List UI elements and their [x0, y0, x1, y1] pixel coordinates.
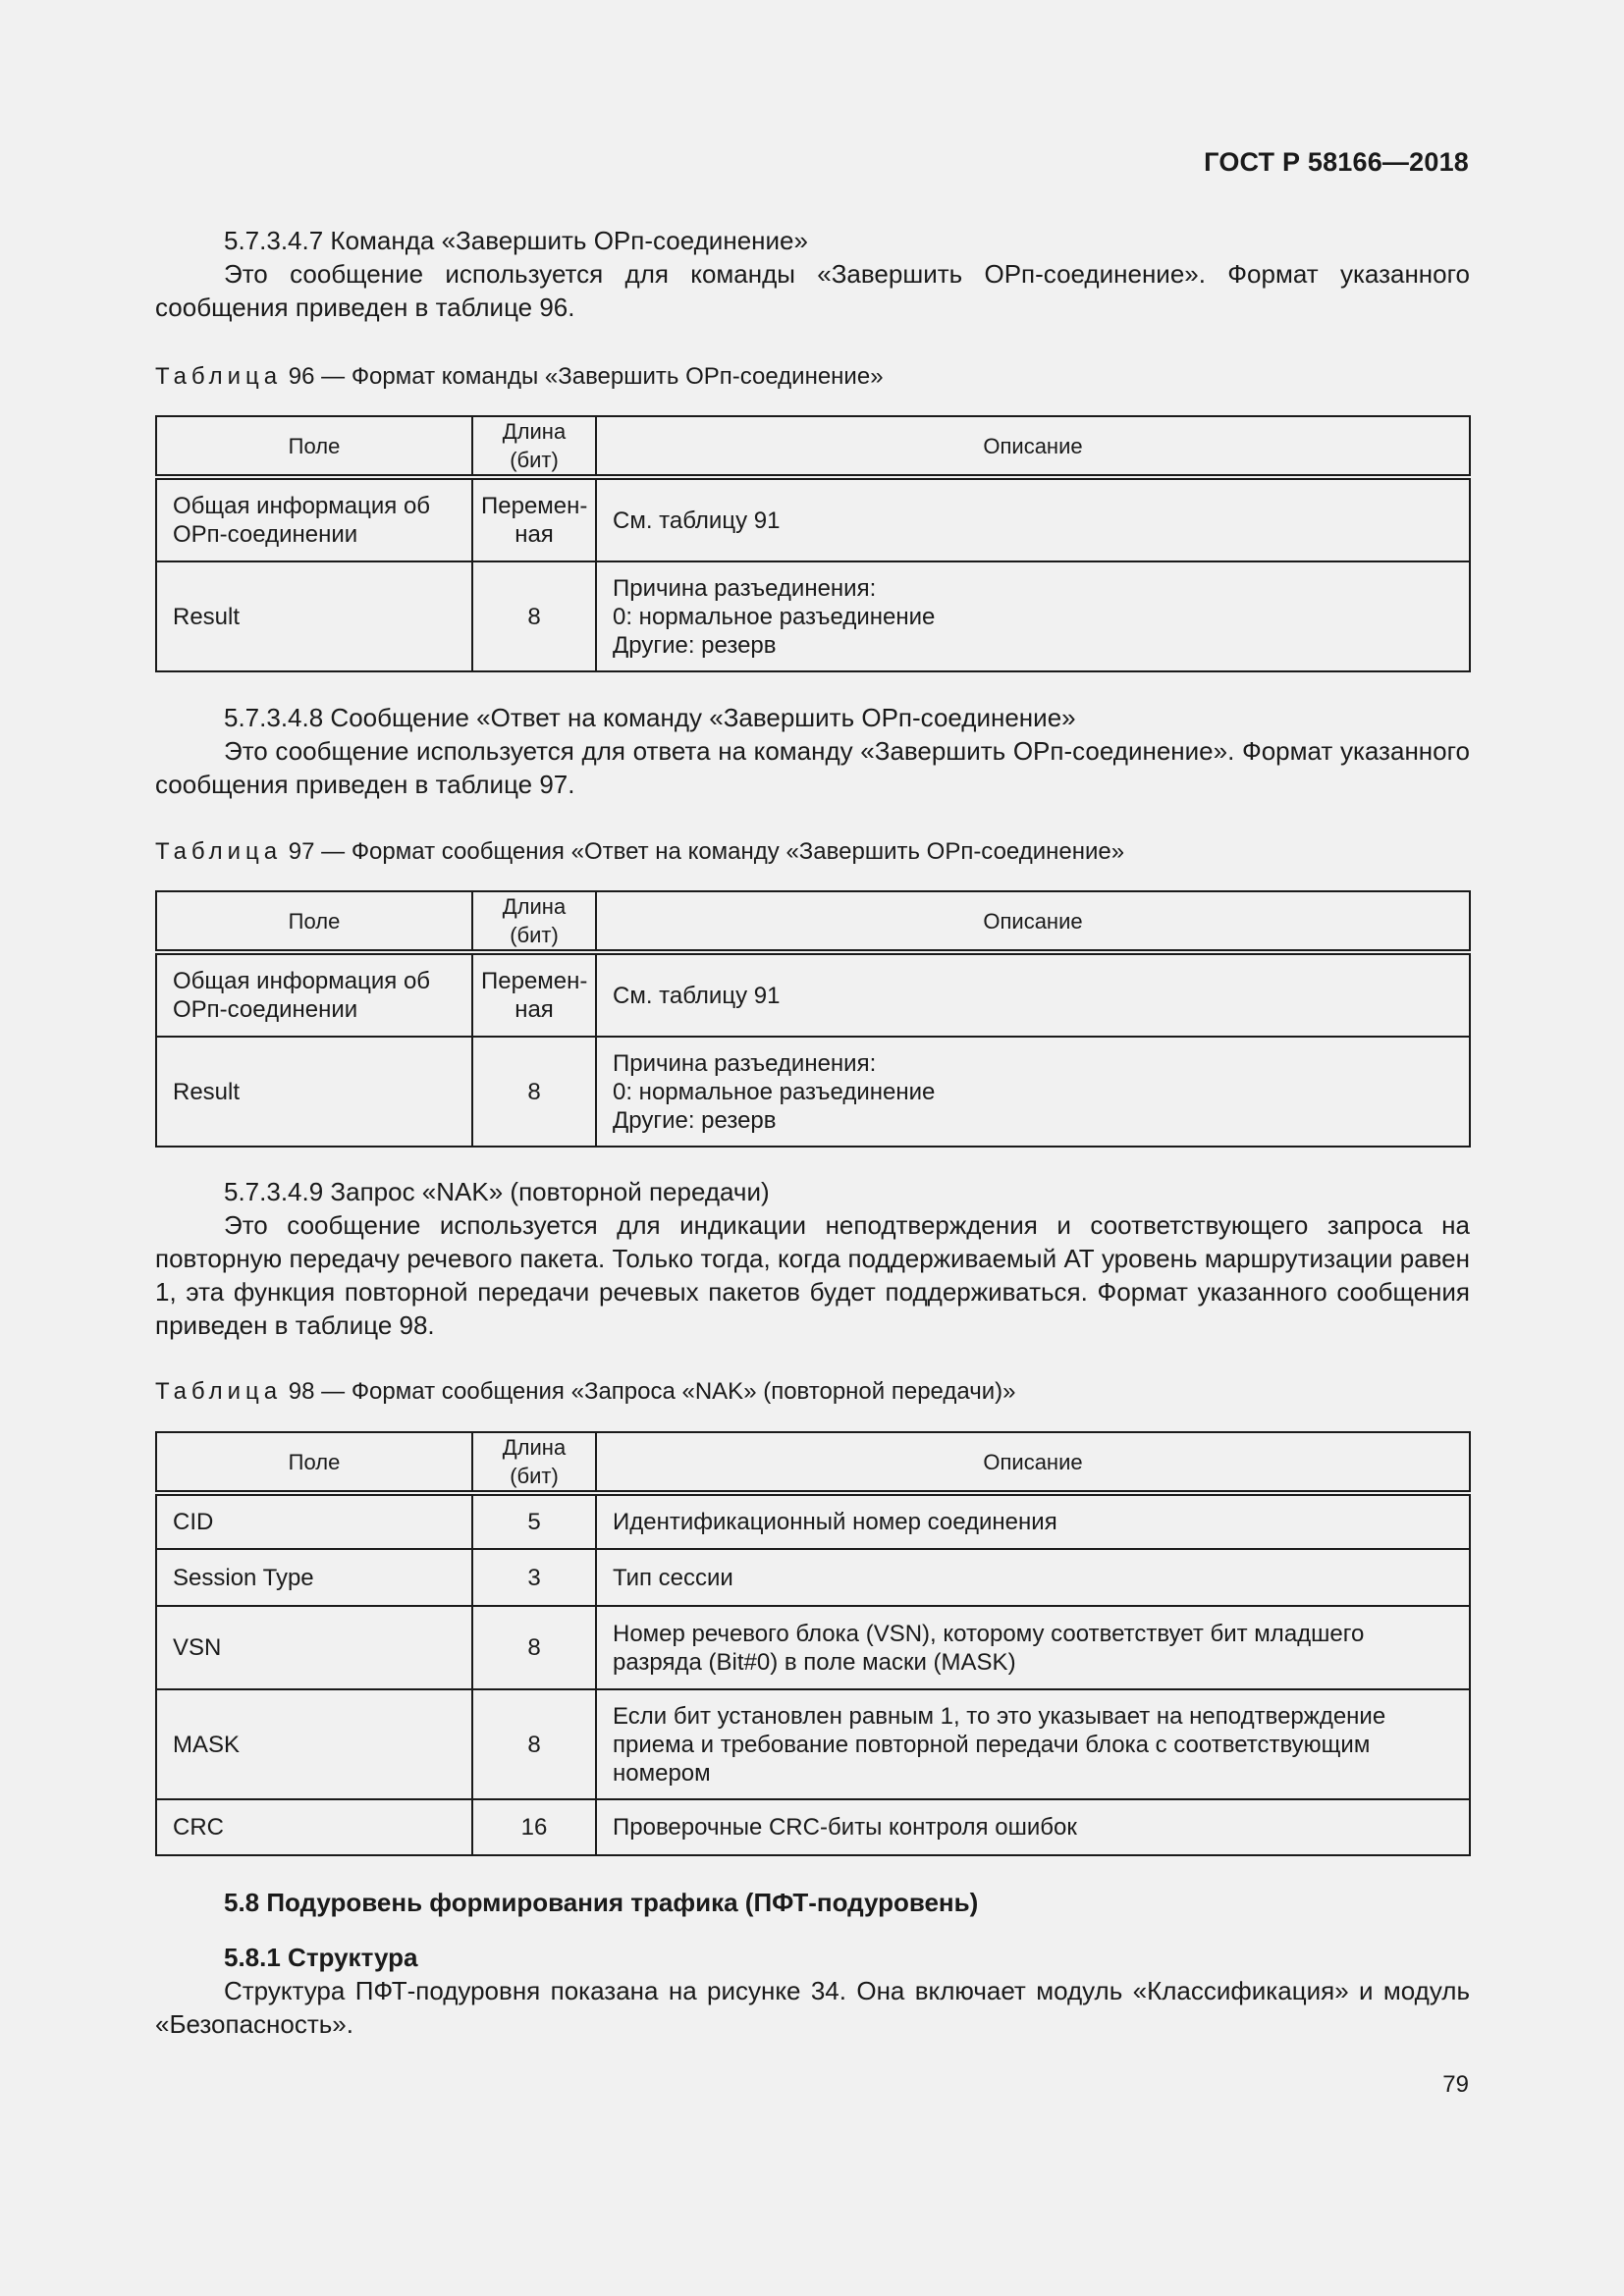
- section-5-7-3-4-9: [155, 1175, 1470, 1342]
- table-row: [156, 1549, 1470, 1606]
- table-label: Таблица: [155, 838, 283, 865]
- section-heading: 5.7.3.4.8 Сообщение «Ответ на команду «Завершить ОРп-соединение»: [224, 703, 1076, 732]
- cell-length: 8: [472, 1037, 596, 1147]
- cell-field: CID: [156, 1493, 472, 1549]
- desc-line: 0: нормальное разъединение: [613, 1078, 936, 1105]
- header-description: Описание: [596, 891, 1470, 952]
- table-caption-text: 96 — Формат команды «Завершить ОРп-соединение»: [288, 363, 884, 390]
- cell-description: Проверочные CRC-биты контроля ошибок: [596, 1799, 1470, 1855]
- standard-code: ГОСТ Р 58166—2018: [1204, 147, 1469, 177]
- cell-length: 5: [472, 1493, 596, 1549]
- cell-length: 8: [472, 1606, 596, 1689]
- header-field: Поле: [156, 416, 472, 477]
- cell-length: 8: [472, 561, 596, 671]
- section-heading: 5.8 Подуровень формирования трафика (ПФТ-подуровень): [224, 1888, 979, 1917]
- cell-field: MASK: [156, 1689, 472, 1799]
- section-heading: 5.7.3.4.7 Команда «Завершить ОРп-соединение»: [224, 226, 808, 255]
- table-row: [156, 952, 1470, 1037]
- cell-length: 16: [472, 1799, 596, 1855]
- table-header-row: [156, 1432, 1470, 1493]
- table-row: [156, 1037, 1470, 1147]
- cell-field: Result: [156, 561, 472, 671]
- cell-field: Общая информация об ОРп-соединении: [156, 952, 472, 1037]
- cell-description: [596, 1037, 1470, 1147]
- table-96-caption: [155, 363, 884, 391]
- desc-line: См. таблицу 91: [613, 507, 781, 534]
- section-5-7-3-4-8: [155, 701, 1470, 801]
- section-text: Структура ПФТ-подуровня показана на рисунке 34. Она включает модуль «Классификация» и модуль «Безопасность».: [155, 1976, 1470, 2039]
- cell-description: [596, 477, 1470, 561]
- table-caption-text: 98 — Формат сообщения «Запроса «NAK» (повторной передачи)»: [288, 1378, 1016, 1405]
- desc-line: См. таблицу 91: [613, 982, 781, 1009]
- table-header-row: [156, 416, 1470, 477]
- table-row: [156, 477, 1470, 561]
- cell-description: Тип сессии: [596, 1549, 1470, 1606]
- cell-description: Номер речевого блока (VSN), которому соответствует бит младшего разряда (Bit#0) в поле маски (MASK): [596, 1606, 1470, 1689]
- table-row: [156, 1606, 1470, 1689]
- cell-description: [596, 561, 1470, 671]
- header-length: Длина (бит): [472, 891, 596, 952]
- table-label: Таблица: [155, 363, 283, 390]
- section-5-7-3-4-7: [155, 224, 1470, 324]
- cell-description: Если бит установлен равным 1, то это указывает на неподтверждение приема и требование повторной передачи блока с соответствующим номером: [596, 1689, 1470, 1799]
- header-field: Поле: [156, 891, 472, 952]
- section-5-8: [155, 1886, 1470, 1919]
- cell-length: Перемен-ная: [472, 477, 596, 561]
- desc-line: Причина разъединения:: [613, 574, 877, 602]
- table-97-caption: [155, 838, 1124, 866]
- header-length: Длина (бит): [472, 416, 596, 477]
- section-5-8-1: [155, 1941, 1470, 2041]
- cell-length: 8: [472, 1689, 596, 1799]
- cell-field: Session Type: [156, 1549, 472, 1606]
- page-number: 79: [1442, 2071, 1469, 2098]
- table-row: [156, 561, 1470, 671]
- table-98: [155, 1431, 1471, 1856]
- table-row: [156, 1799, 1470, 1855]
- cell-field: Result: [156, 1037, 472, 1147]
- cell-field: VSN: [156, 1606, 472, 1689]
- table-96: [155, 415, 1471, 672]
- cell-length: Перемен-ная: [472, 952, 596, 1037]
- cell-length: 3: [472, 1549, 596, 1606]
- table-98-caption: [155, 1378, 1015, 1406]
- header-description: Описание: [596, 416, 1470, 477]
- table-row: [156, 1493, 1470, 1549]
- cell-field: CRC: [156, 1799, 472, 1855]
- cell-description: [596, 952, 1470, 1037]
- section-text: Это сообщение используется для команды «Завершить ОРп-соединение». Формат указанного сообщения приведен в таблице 96.: [155, 259, 1470, 322]
- table-label: Таблица: [155, 1378, 283, 1405]
- section-heading: 5.7.3.4.9 Запрос «NAK» (повторной передачи): [224, 1177, 770, 1206]
- desc-line: Другие: резерв: [613, 631, 777, 659]
- header-field: Поле: [156, 1432, 472, 1493]
- section-text: Это сообщение используется для индикации неподтверждения и соответствующего запроса на повторную передачу речевого пакета. Только тогда, когда поддерживаемый АТ уровень маршрутизации равен 1, эта функция повторной передачи речевых пакетов будет поддерживаться. Формат указанного сообщения приведен в таблице 98.: [155, 1210, 1470, 1340]
- desc-line: 0: нормальное разъединение: [613, 603, 936, 630]
- cell-description: Идентификационный номер соединения: [596, 1493, 1470, 1549]
- table-row: [156, 1689, 1470, 1799]
- desc-line: Другие: резерв: [613, 1106, 777, 1134]
- header-length: Длина (бит): [472, 1432, 596, 1493]
- cell-field: Общая информация об ОРп-соединении: [156, 477, 472, 561]
- header-description: Описание: [596, 1432, 1470, 1493]
- table-97: [155, 890, 1471, 1148]
- section-heading: 5.8.1 Структура: [224, 1943, 418, 1972]
- table-header-row: [156, 891, 1470, 952]
- section-text: Это сообщение используется для ответа на команду «Завершить ОРп-соединение». Формат указанного сообщения приведен в таблице 97.: [155, 736, 1470, 799]
- table-caption-text: 97 — Формат сообщения «Ответ на команду «Завершить ОРп-соединение»: [288, 838, 1125, 865]
- desc-line: Причина разъединения:: [613, 1049, 877, 1077]
